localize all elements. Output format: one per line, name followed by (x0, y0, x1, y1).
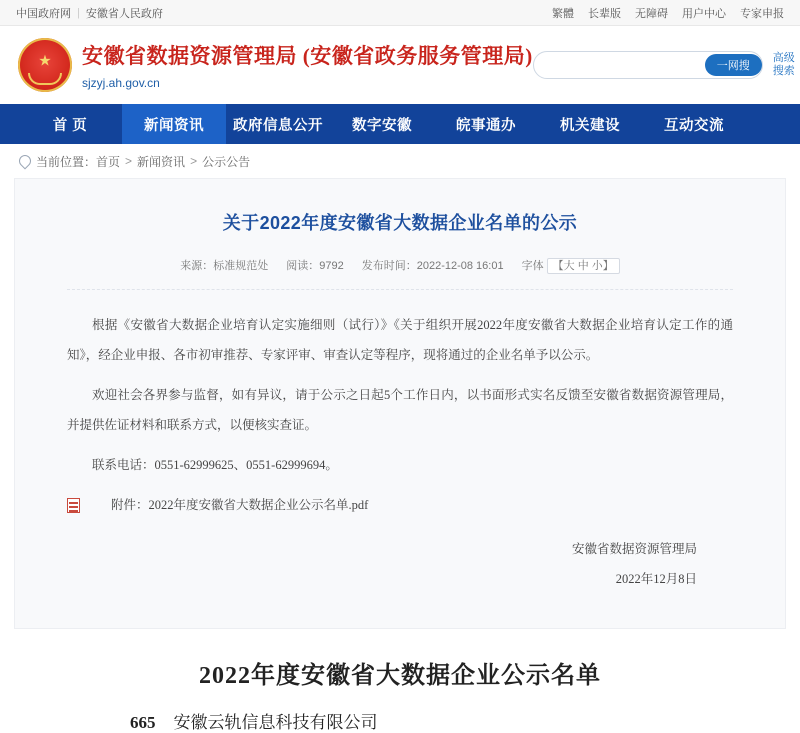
breadcrumb (0, 144, 800, 178)
list-item (0, 708, 800, 733)
nav-item-news[interactable]: 新闻资讯 (122, 104, 226, 144)
article-paragraph: 联系电话：0551-62999625、0551-62999694。 (92, 458, 338, 472)
nav-item-gov-info[interactable]: 政府信息公开 (233, 117, 323, 134)
article-signature (67, 534, 733, 594)
breadcrumb-item-news[interactable]: 新闻资讯 (137, 154, 186, 169)
signature-org: 安徽省数据资源管理局 (571, 542, 697, 556)
topbar-separator: | (77, 6, 80, 19)
search-input[interactable] (546, 53, 705, 77)
topbar-left-links (16, 5, 163, 21)
link-traditional-chinese[interactable]: 繁體 (552, 7, 574, 20)
list-item-number: 665 (130, 713, 156, 732)
fontsize-options[interactable]: 【大 中 小】 (547, 258, 620, 274)
location-pin-icon (18, 155, 30, 167)
nav-item-interaction[interactable]: 互动交流 (664, 117, 724, 134)
link-elder-version[interactable]: 长辈版 (588, 7, 621, 20)
list-item-company: 安徽云轨信息科技有限公司 (173, 713, 378, 732)
breadcrumb-item-announcements[interactable]: 公示公告 (202, 154, 251, 169)
site-title: 安徽省数据资源管理局 (安徽省政务服务管理局) (82, 44, 533, 68)
topbar-right-links (552, 5, 784, 21)
article-views: 阅读：9792 (286, 260, 344, 272)
nav-item-wanshitongban[interactable]: 皖事通办 (456, 117, 516, 134)
attachment-label[interactable]: 附件：2022年度安徽省大数据企业公示名单.pdf (111, 498, 369, 512)
national-emblem-icon (18, 38, 72, 92)
fontsize-control[interactable] (522, 257, 620, 273)
main-nav (0, 104, 800, 144)
link-china-gov[interactable]: 中国政府网 (16, 7, 71, 20)
link-accessibility[interactable]: 无障碍 (635, 7, 668, 20)
nav-item-home[interactable]: 首 页 (52, 117, 88, 134)
article-source: 来源：标准规范处 (180, 260, 269, 272)
fontsize-label: 字体 (521, 260, 544, 272)
list-section-title: 2022年度安徽省大数据企业公示名单 (199, 663, 601, 689)
search-area (533, 51, 797, 79)
breadcrumb-prefix: 当前位置： (36, 154, 97, 169)
link-user-center[interactable]: 用户中心 (682, 7, 726, 20)
top-utility-bar (0, 0, 800, 26)
article-paragraph: 根据《安徽省大数据企业培育认定实施细则（试行）》《关于组织开展2022年度安徽省大数据企业培育认定工作的通知》，经企业申报、各市初审推荐、专家评审、审查认定等程序，现将通过的企业名单予以公示。 (67, 318, 733, 362)
star-icon: ★ (38, 52, 52, 70)
site-domain: sjzyj.ah.gov.cn (82, 76, 160, 90)
article-paragraph: 欢迎社会各界参与监督，如有异议，请于公示之日起5个工作日内，以书面形式实名反馈至安徽省数据资源管理局，并提供佐证材料和联系方式，以便核实查证。 (67, 388, 733, 432)
search-box[interactable] (533, 51, 763, 79)
search-button[interactable]: 一网搜 (705, 54, 762, 76)
article-card (14, 178, 786, 629)
wheat-ring-icon (28, 73, 62, 85)
article-attachment[interactable] (67, 490, 733, 520)
article-body (67, 290, 733, 520)
site-header (0, 26, 800, 104)
breadcrumb-separator: > (190, 154, 198, 168)
link-anhui-gov[interactable]: 安徽省人民政府 (85, 7, 163, 20)
pdf-icon (67, 498, 80, 513)
nav-item-digital-anhui[interactable]: 数字安徽 (352, 117, 412, 134)
article-meta (67, 257, 733, 290)
breadcrumb-separator: > (125, 154, 133, 168)
article-publish-time: 发布时间：2022-12-08 16:01 (361, 260, 504, 272)
advanced-search-link[interactable]: 高级搜索 (772, 52, 795, 77)
breadcrumb-item-home[interactable]: 首页 (96, 154, 121, 169)
link-expert-application[interactable]: 专家申报 (740, 7, 784, 20)
nav-item-agency-building[interactable]: 机关建设 (560, 117, 620, 134)
article-title: 关于2022年度安徽省大数据企业名单的公示 (222, 213, 578, 233)
site-title-wrap (82, 40, 533, 90)
signature-date: 2022年12月8日 (615, 572, 697, 586)
